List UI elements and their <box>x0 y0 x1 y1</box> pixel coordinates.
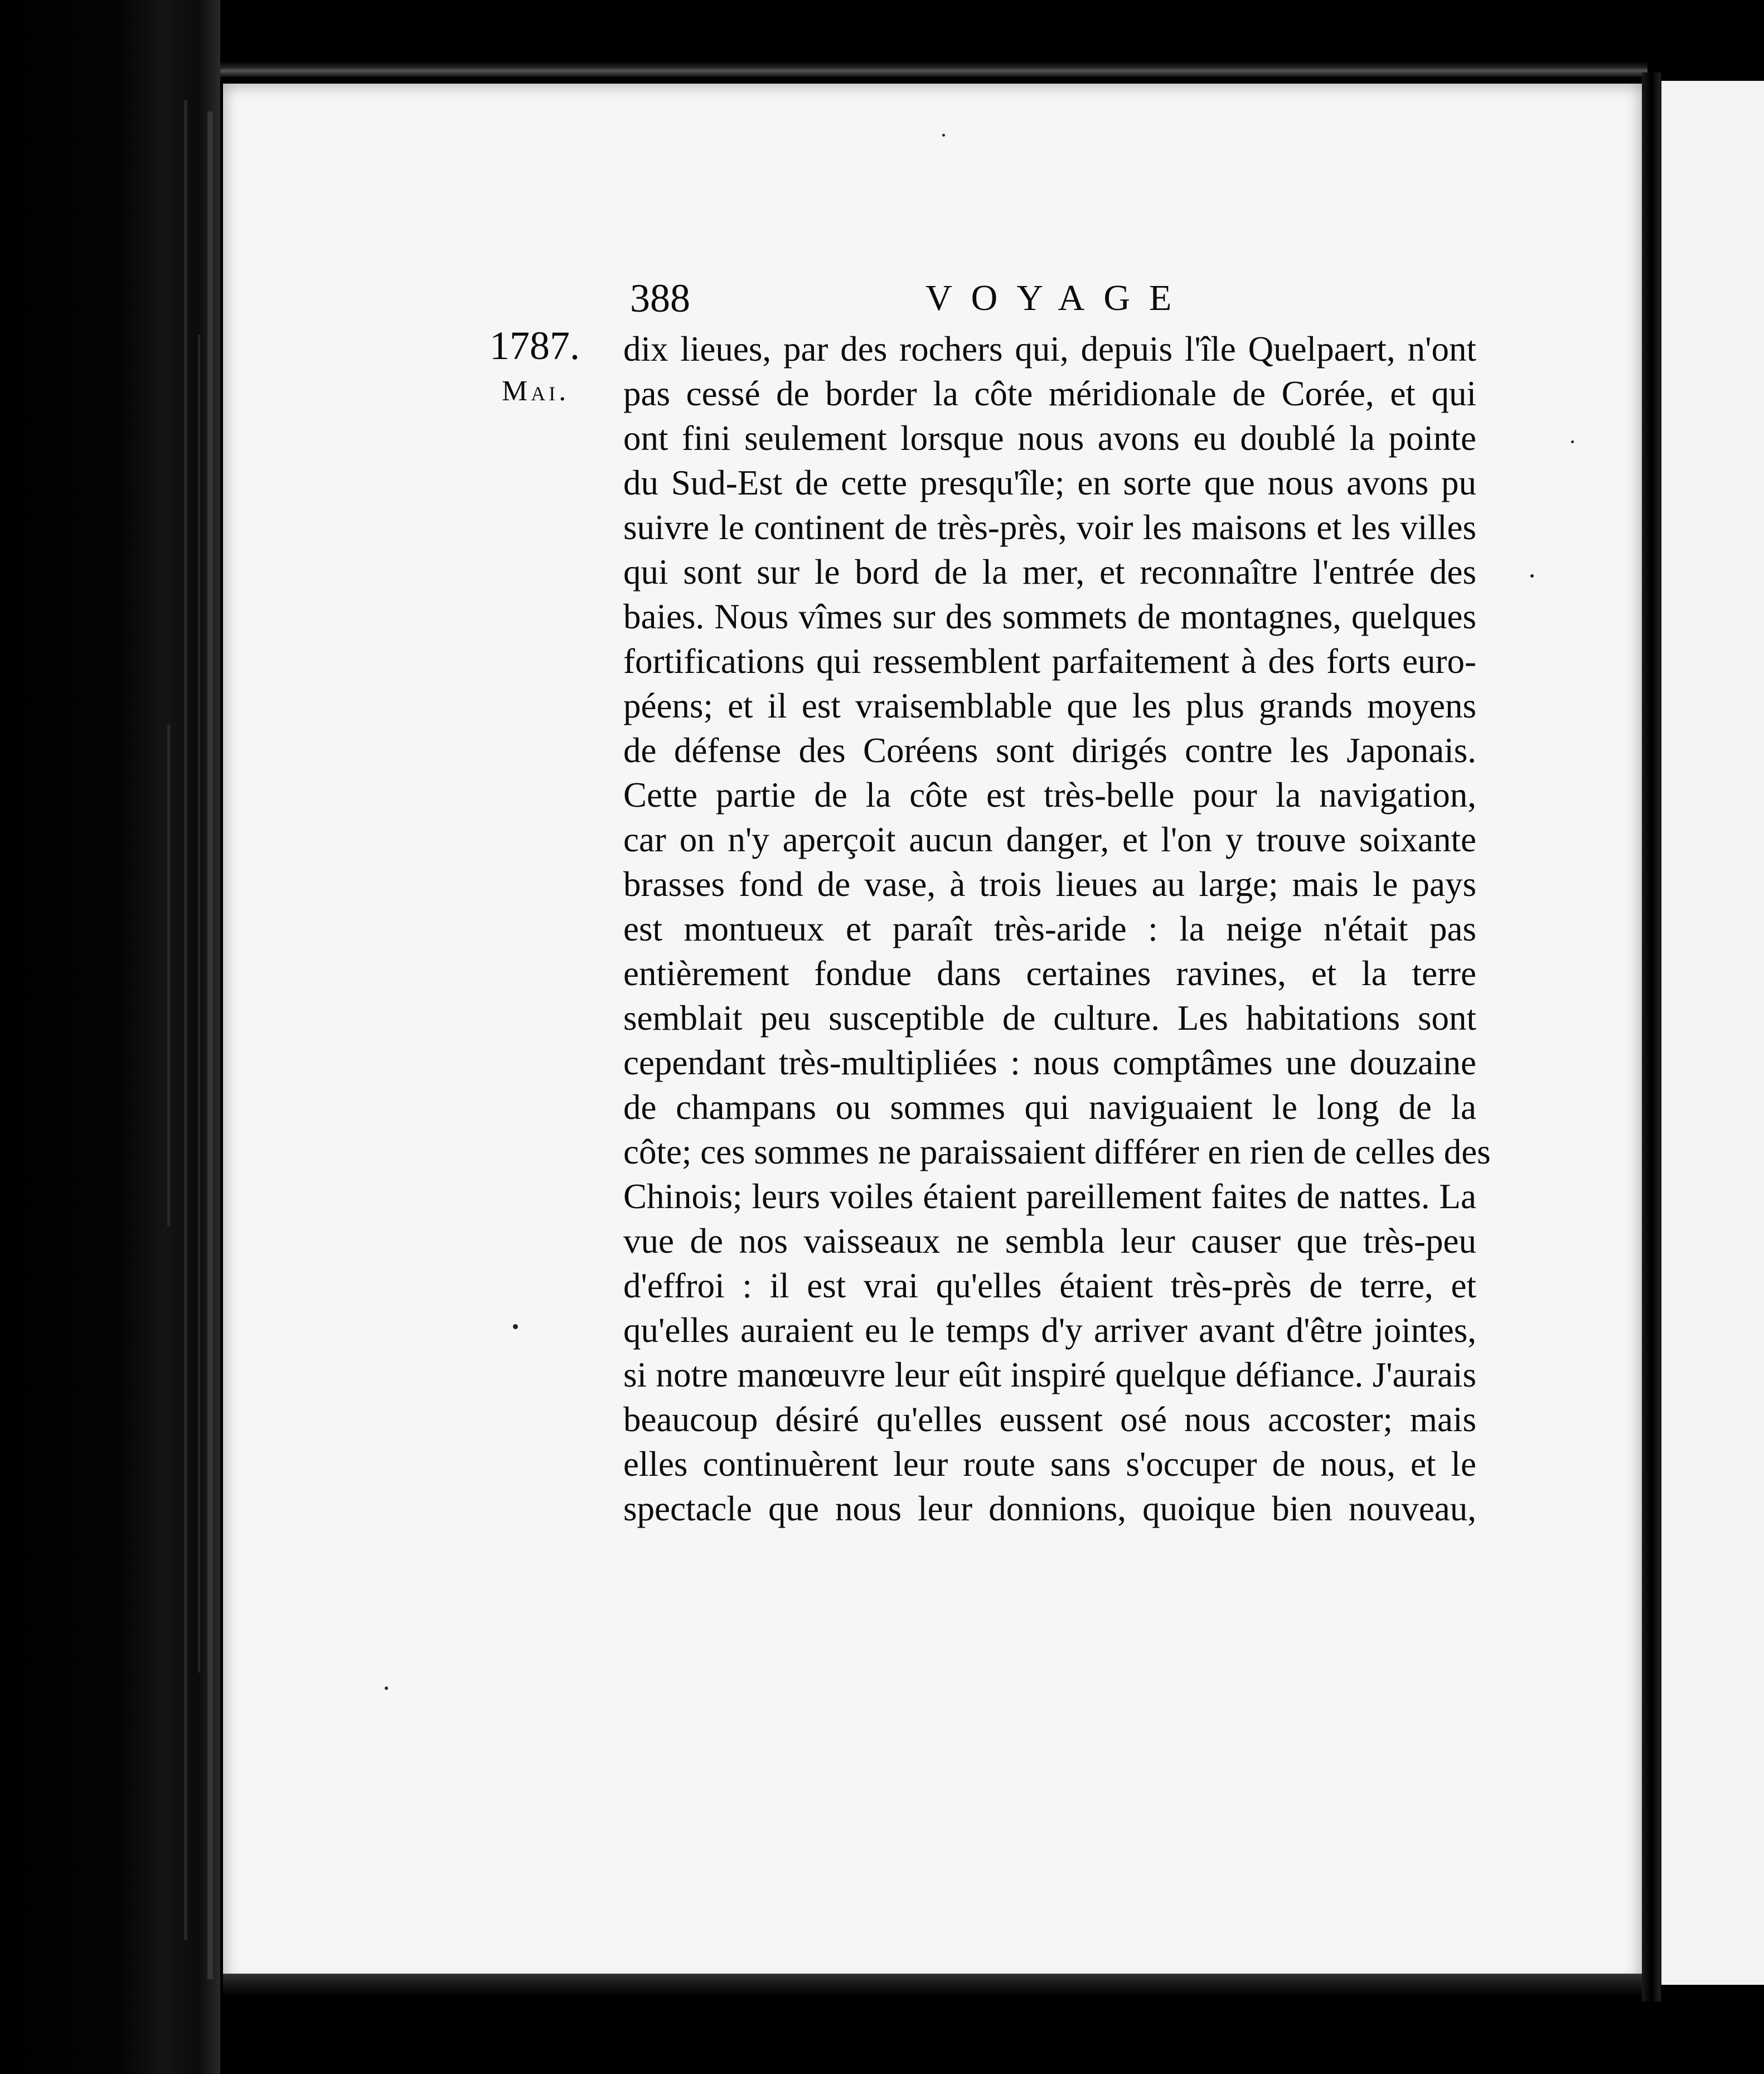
text-line: de défense des Coréens sont dirigés contre les Japonais. <box>623 731 1476 770</box>
scan-speck <box>513 1324 518 1329</box>
text-line: qu'elles auraient eu le temps d'y arriver avant d'être jointes, <box>623 1311 1476 1350</box>
page-title: VOYAGE <box>925 278 1191 318</box>
text-line: qui sont sur le bord de la mer, et reconnaître l'entrée des <box>623 553 1476 592</box>
text-line: du Sud-Est de cette presqu'île; en sorte que nous avons pu <box>623 463 1476 502</box>
text-line: côte; ces sommes ne paraissaient différer en rien de celles des <box>623 1132 1491 1171</box>
text-line: est montueux et paraît très-aride : la neige n'était pas <box>623 909 1476 948</box>
text-line: baies. Nous vîmes sur des sommets de montagnes, quelques <box>623 597 1476 636</box>
edge-streak <box>207 112 213 1979</box>
running-head <box>630 268 1191 329</box>
text-line: brasses fond de vase, à trois lieues au large; mais le pays <box>623 865 1476 904</box>
text-line: fortifications qui ressemblent parfaitement à des forts euro- <box>623 642 1476 681</box>
edge-streak <box>167 725 170 1227</box>
text-line: entièrement fondue dans certaines ravines, et la terre <box>623 954 1476 993</box>
text-line: d'effroi : il est vrai qu'elles étaient très-près de terre, et <box>623 1266 1476 1305</box>
page-top-edge <box>220 61 1647 77</box>
text-line: suivre le continent de très-près, voir les maisons et les villes <box>623 508 1476 547</box>
scan-speck <box>1530 574 1534 578</box>
text-line: car on n'y aperçoit aucun danger, et l'on y trouve soixante <box>623 820 1476 859</box>
text-line: de champans ou sommes qui naviguaient le long de la <box>623 1088 1476 1127</box>
text-line: Cette partie de la côte est très-belle pour la navigation, <box>623 776 1476 815</box>
edge-streak <box>198 335 200 1673</box>
scan-speck <box>385 1687 388 1690</box>
text-line: beaucoup désiré qu'elles eussent osé nous accoster; mais <box>623 1400 1476 1439</box>
text-line: péens; et il est vraisemblable que les plus grands moyens <box>623 686 1476 725</box>
page-number: 388 <box>630 276 690 321</box>
text-line: ont fini seulement lorsque nous avons eu doublé la pointe <box>623 419 1476 458</box>
text-line: semblait peu susceptible de culture. Les habitations sont <box>623 999 1476 1038</box>
scan-speck <box>942 134 945 137</box>
text-line: si notre manœuvre leur eût inspiré quelque défiance. J'aurais <box>623 1355 1476 1394</box>
text-line: vue de nos vaisseaux ne sembla leur causer que très-peu <box>623 1222 1476 1261</box>
text-line: cependant très-multipliées : nous comptâmes une douzaine <box>623 1043 1476 1082</box>
margin-year: 1787. <box>490 323 580 368</box>
scan-speck <box>1571 440 1574 443</box>
text-line: spectacle que nous leur donnions, quoique bien nouveau, <box>623 1489 1476 1528</box>
page-bottom-edge <box>223 1974 1650 1996</box>
book-gutter <box>1642 72 1661 2002</box>
text-line: dix lieues, par des rochers qui, depuis l'île Quelpaert, n'ont <box>623 329 1476 369</box>
text-line: elles continuèrent leur route sans s'occuper de nous, et le <box>623 1445 1476 1484</box>
book-edge <box>0 0 220 2074</box>
facing-page <box>1661 81 1764 1988</box>
body-text <box>623 327 1491 1531</box>
edge-streak <box>184 100 187 1940</box>
margin-month: Mai. <box>502 375 570 407</box>
text-line: pas cessé de border la côte méridionale de Corée, et qui <box>623 374 1476 413</box>
facing-page-bottom-edge <box>1661 1985 1764 2002</box>
text-line: Chinois; leurs voiles étaient pareillement faites de nattes. La <box>623 1177 1476 1216</box>
